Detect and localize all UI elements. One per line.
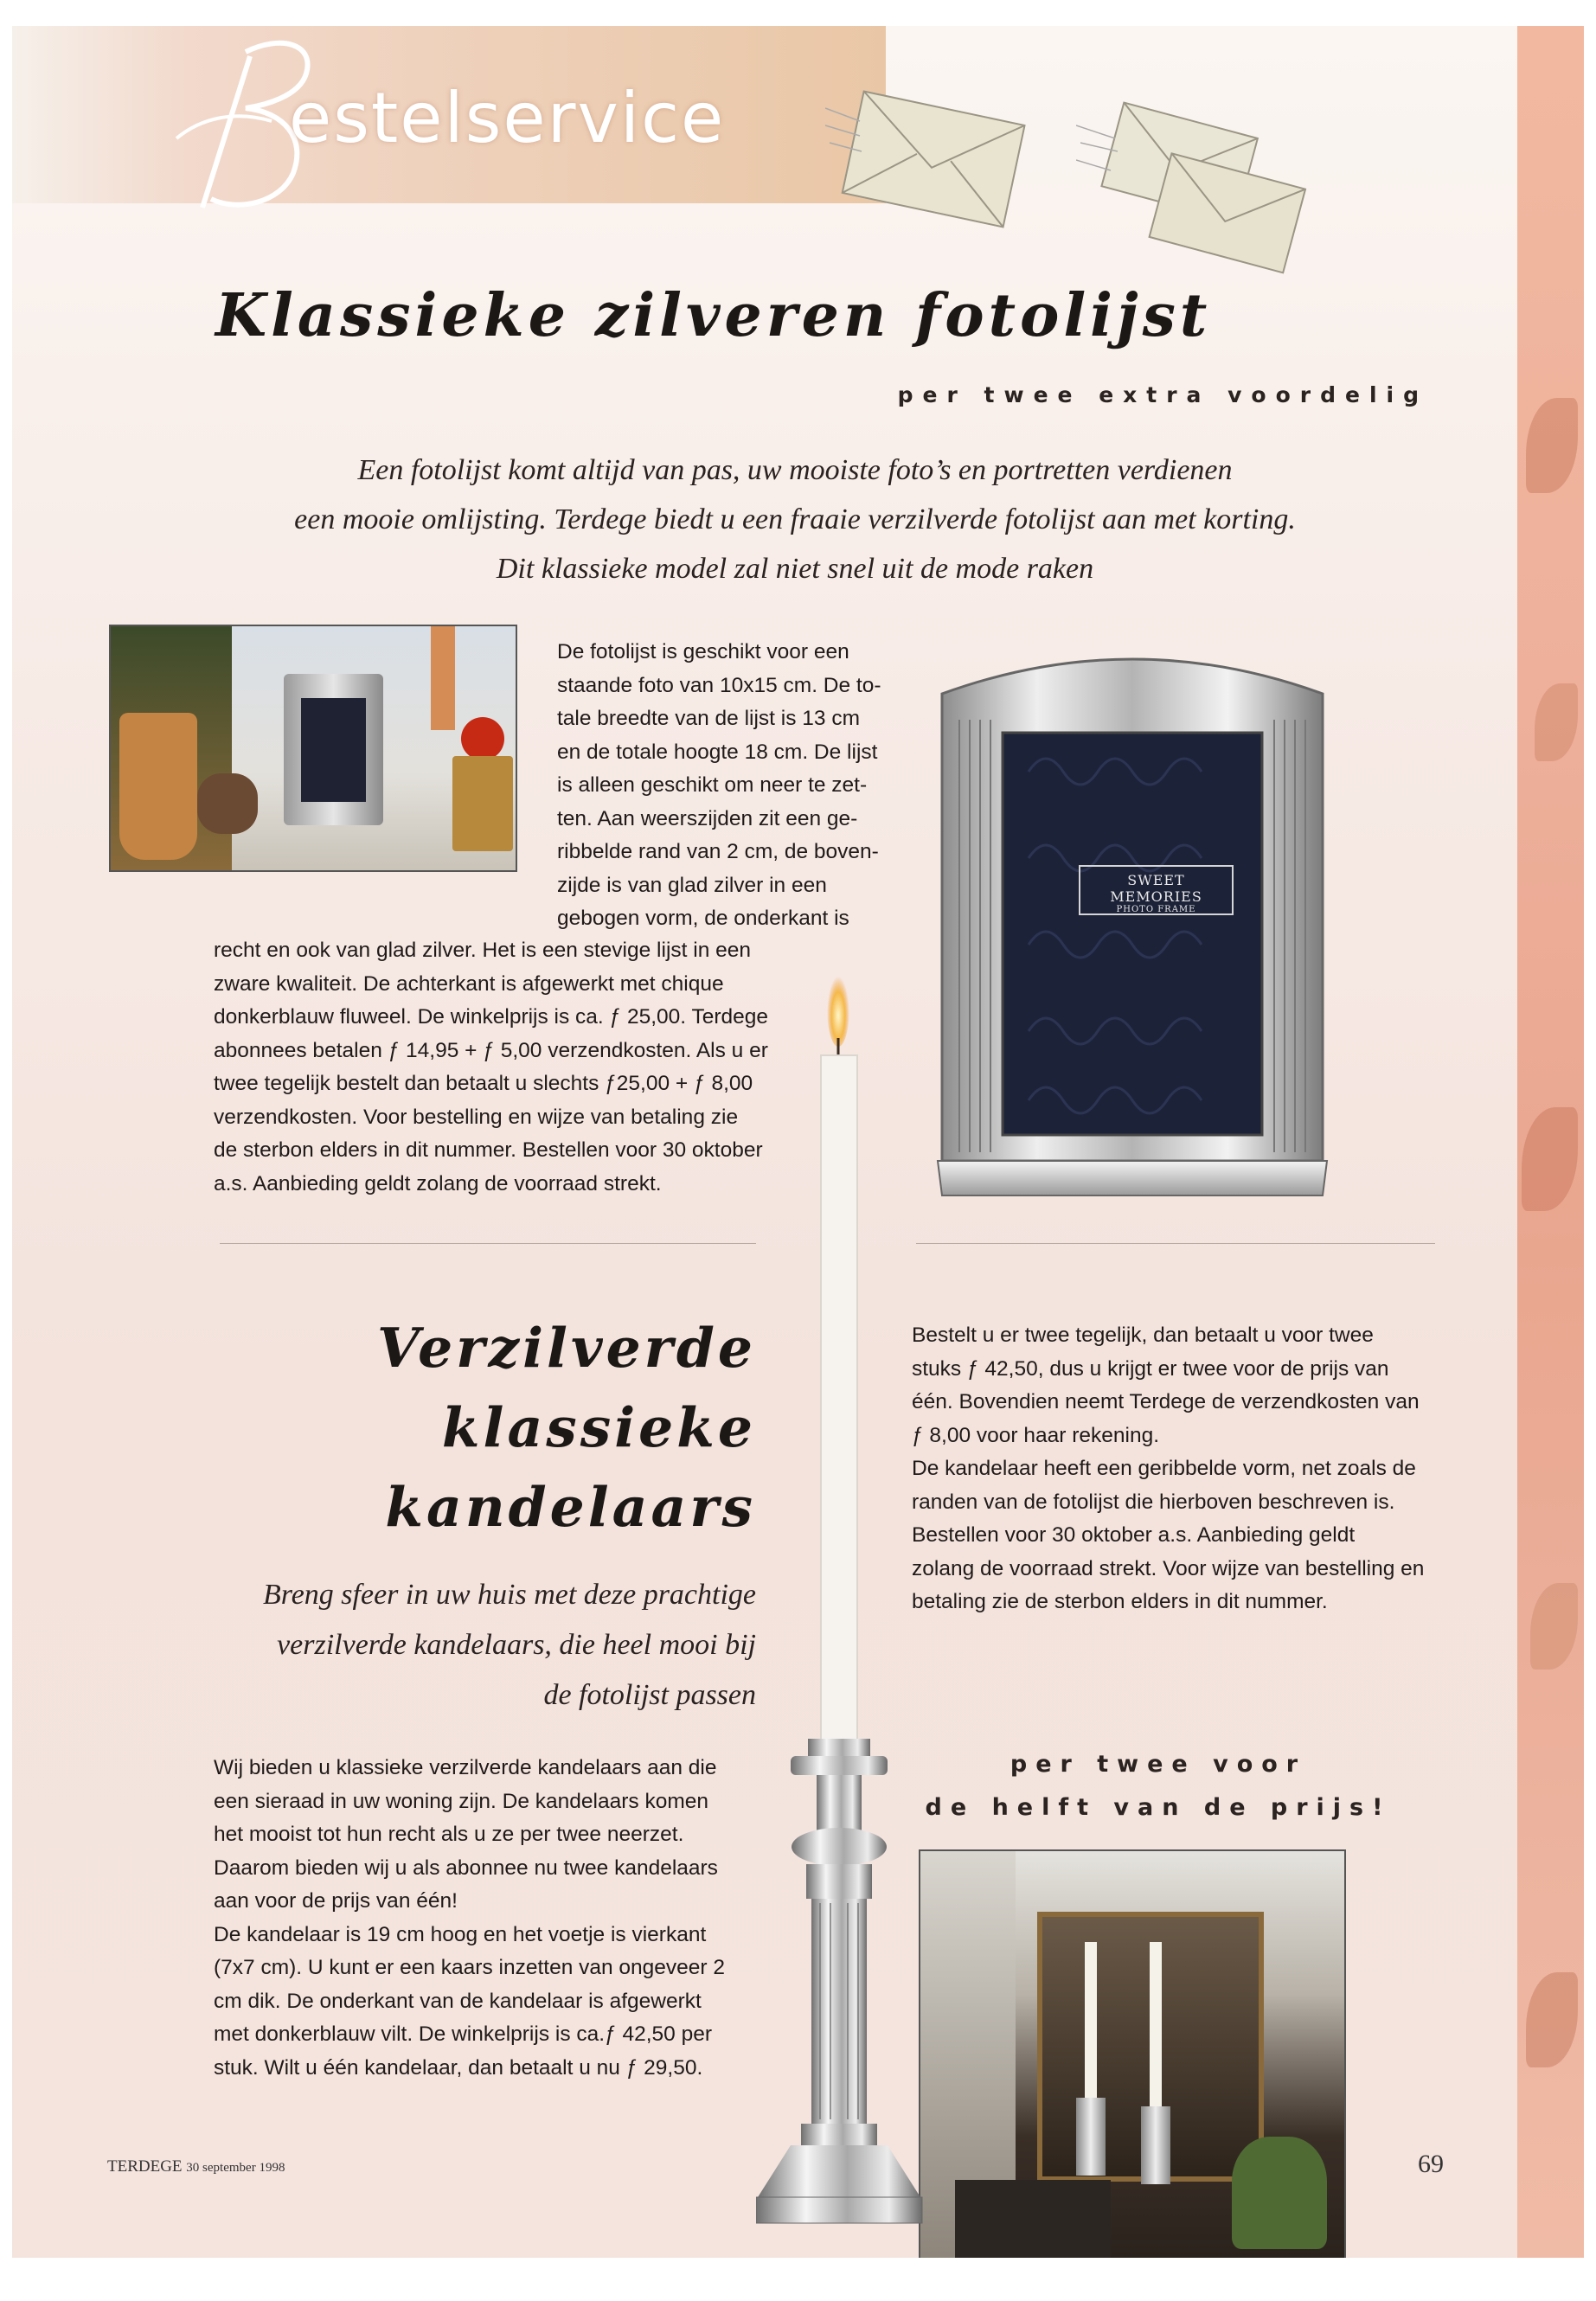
leaf-decoration <box>1522 1107 1578 1211</box>
decorative-side-band <box>1517 26 1584 2258</box>
article-tagline: per twee extra voordelig <box>897 382 1428 407</box>
body-line: gebogen vorm, de onderkant is <box>557 907 849 930</box>
body-line: stuks ƒ 42,50, dus u krijgt er twee voor de prijs van <box>912 1356 1389 1381</box>
body-line: De kandelaar heeft een geribbelde vorm, net zoals de <box>912 1457 1416 1480</box>
frame-in-room-photo <box>109 625 517 872</box>
body-line: ƒ 8,00 voor haar rekening. <box>912 1423 1160 1447</box>
leaf-decoration <box>1526 398 1578 493</box>
leaf-decoration <box>1535 683 1578 761</box>
body-line: donkerblauw fluweel. De winkelprijs is ca. ƒ 25,00. Terdege <box>214 1005 768 1029</box>
leaf-decoration <box>1530 1583 1578 1670</box>
body-line: betaling zie de sterbon elders in dit nummer. <box>912 1590 1328 1613</box>
red-fruit <box>461 717 504 760</box>
frame-label-brand: SWEET MEMORIES <box>1110 872 1202 905</box>
body-line: de sterbon elders in dit nummer. Bestellen voor 30 oktober <box>214 1138 763 1162</box>
body-line: is alleen geschikt om neer te zet- <box>557 773 868 797</box>
page-footer <box>107 2157 285 2176</box>
hearth <box>955 2180 1111 2258</box>
page-number: 69 <box>1418 2150 1444 2178</box>
article2-lead <box>211 1570 756 1721</box>
banner-title-text: estelservice <box>289 78 726 158</box>
frame-velvet <box>301 698 366 802</box>
body-line: abonnees betalen ƒ 14,95 + ƒ 5,00 verzendkosten. Als u er <box>214 1038 768 1062</box>
body-line: Bestellen voor 30 oktober a.s. Aanbieding geldt <box>912 1523 1356 1547</box>
candle <box>1085 1942 1097 2098</box>
body-line: ribbelde rand van 2 cm, de boven- <box>557 840 879 863</box>
publication-name: TERDEGE <box>107 2157 183 2176</box>
frame-label <box>1079 865 1234 915</box>
issue-date: 30 september 1998 <box>186 2161 285 2175</box>
gold-pot <box>452 756 513 851</box>
header-banner <box>12 26 886 203</box>
body-line: cm dik. De onderkant van de kandelaar is afgewerkt <box>214 1989 702 2013</box>
lead-line: de fotolijst passen <box>543 1679 756 1711</box>
envelope-icon <box>825 74 1050 247</box>
leaf-decoration <box>1526 1972 1578 2067</box>
lead-line: Breng sfeer in uw huis met deze prachtige <box>262 1579 756 1611</box>
title-line: kandelaars <box>385 1475 756 1539</box>
candlestick <box>1076 2098 1106 2176</box>
fireplace-candles-photo <box>919 1849 1346 2258</box>
offer-callout <box>899 1743 1418 1830</box>
article-title: Klassieke zilveren fotolijst <box>215 281 1212 350</box>
lead-line: verzilverde kandelaars, die heel mooi bij <box>277 1629 756 1661</box>
body-line: twee tegelijk bestelt dan betaalt u slechts ƒ25,00 + ƒ 8,00 <box>214 1072 753 1095</box>
intro-line: Dit klassieke model zal niet snel uit de mode raken <box>496 553 1094 585</box>
body-line: verzendkosten. Voor bestelling en wijze van betaling zie <box>214 1105 739 1129</box>
body-line: een sieraad in uw woning zijn. De kandelaars komen <box>214 1789 708 1813</box>
body-line: Wij bieden u klassieke verzilverde kandelaars aan die <box>214 1756 717 1779</box>
section-divider <box>916 1243 1435 1244</box>
candle <box>1150 1942 1162 2106</box>
frame-label-subtitle: PHOTO FRAME <box>1116 905 1196 914</box>
body-line: tale breedte van de lijst is 13 cm <box>557 707 860 730</box>
intro-line: Een fotolijst komt altijd van pas, uw mooiste foto’s en portretten verdienen <box>357 454 1233 486</box>
body-line: met donkerblauw vilt. De winkelprijs is ca.ƒ 42,50 per <box>214 2022 713 2046</box>
section-divider <box>220 1243 756 1244</box>
body-line: (7x7 cm). U kunt er een kaars inzetten van ongeveer 2 <box>214 1956 726 1979</box>
article2-body-right <box>912 1319 1470 1619</box>
article2-body-left <box>214 1752 767 2085</box>
candle-decoration <box>431 626 455 730</box>
body-line: a.s. Aanbieding geldt zolang de voorraad strekt. <box>214 1171 662 1195</box>
body-line: Daarom bieden wij u als abonnee nu twee kandelaars <box>214 1856 718 1880</box>
elephant-figurine <box>197 773 258 834</box>
frame-illustration <box>916 642 1349 1204</box>
candlestick <box>1141 2106 1170 2184</box>
flower-pot <box>119 713 197 860</box>
body-line: en de totale hoogte 18 cm. De lijst <box>557 740 878 764</box>
silver-frame-small <box>284 674 383 825</box>
body-line: zolang de voorraad strekt. Voor wijze van bestelling en <box>912 1556 1425 1580</box>
silver-photo-frame <box>916 642 1349 1204</box>
body-line: zijde is van glad zilver in een <box>557 873 827 897</box>
magazine-page <box>12 26 1584 2258</box>
candlestick-illustration <box>756 960 972 2240</box>
title-line: Verzilverde <box>376 1316 756 1380</box>
offer-line: de helft van de prijs! <box>925 1794 1392 1821</box>
article-intro <box>211 445 1379 593</box>
body-line: randen van de fotolijst die hierboven beschreven is. <box>912 1490 1395 1514</box>
offer-line: per twee voor <box>1010 1751 1307 1778</box>
body-line: recht en ook van glad zilver. Het is een stevige lijst in een <box>214 939 752 962</box>
body-line: stuk. Wilt u één kandelaar, dan betaalt u nu ƒ 29,50. <box>214 2055 703 2080</box>
banner-title <box>289 78 725 158</box>
envelope-pair-icon <box>1076 91 1327 290</box>
body-line: De kandelaar is 19 cm hoog en het voetje is vierkant <box>214 1922 707 1946</box>
article1-body-full <box>214 934 819 1201</box>
plant <box>1232 2137 1327 2249</box>
intro-line: een mooie omlijsting. Terdege biedt u een fraaie verzilverde fotolijst aan met korting. <box>294 503 1296 535</box>
article1-body-column <box>557 636 929 936</box>
body-line: het mooist tot hun recht als u ze per twee neerzet. <box>214 1823 684 1846</box>
body-line: aan voor de prijs van één! <box>214 1889 458 1913</box>
body-line: één. Bovendien neemt Terdege de verzendkosten van <box>912 1390 1420 1413</box>
article2-title <box>324 1308 756 1547</box>
body-line: De fotolijst is geschikt voor een <box>557 640 849 663</box>
body-line: staande foto van 10x15 cm. De to- <box>557 673 881 697</box>
body-line: Bestelt u er twee tegelijk, dan betaalt u voor twee <box>912 1324 1374 1347</box>
body-line: ten. Aan weerszijden zit een ge- <box>557 806 858 830</box>
body-line: zware kwaliteit. De achterkant is afgewerkt met chique <box>214 971 724 996</box>
title-line: klassieke <box>441 1395 756 1459</box>
